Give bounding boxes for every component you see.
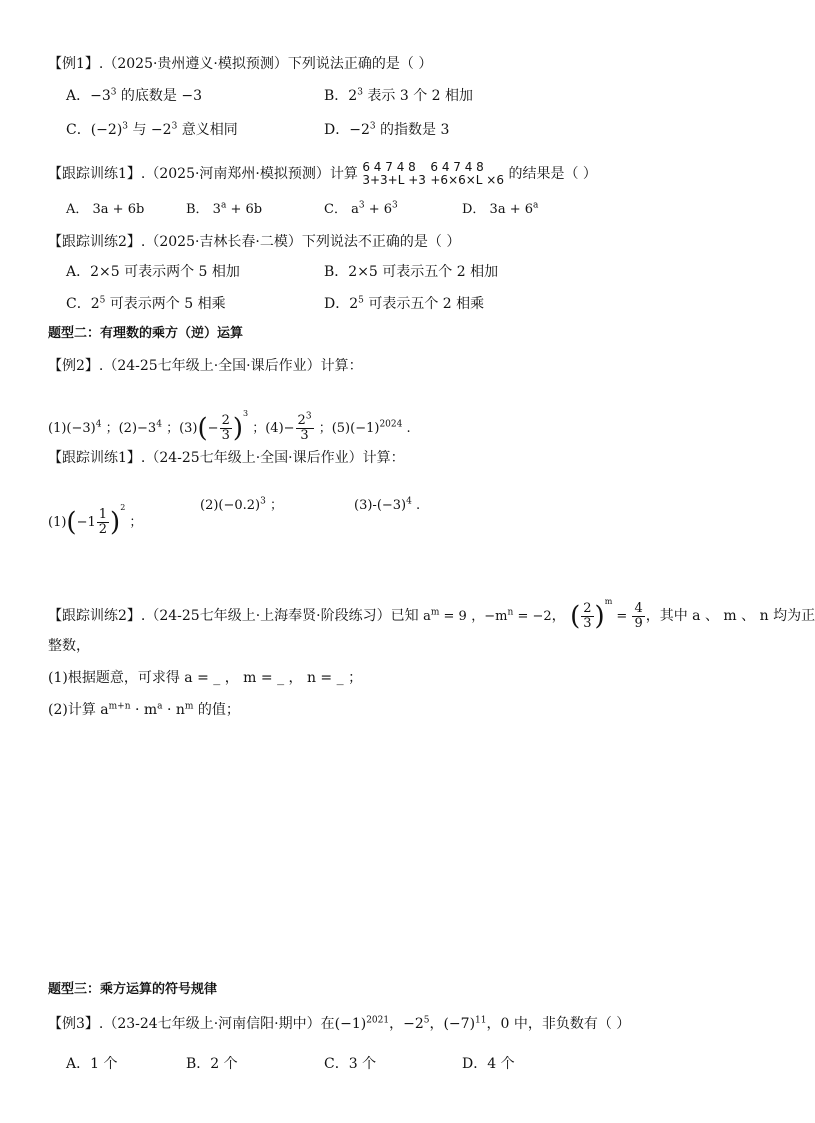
example-3-stem: 【例3】.（23-24七年级上·河南信阳·期中）在$(-1)^{2021}$，$-2^5$，$(-7)^{11}$，0 中，非负数有（ ） <box>48 1015 631 1032</box>
fraction: $\frac{1}{2}$ <box>98 507 108 537</box>
example-2-stem: 【例2】.（24-25七年级上·全国·课后作业）计算： <box>48 358 363 374</box>
example-3-option-a: A．1 个 <box>66 1056 118 1072</box>
training-1-stem: 【跟踪训练1】.（2025·河南郑州·模拟预测）计算 6 4 7 4 8 3+3+L +3 6 4 7 4 8 +6×6×L ×6 的结果是（ ） <box>48 160 597 187</box>
training-1-option-d: D． $3a + 6^a$ <box>462 200 539 217</box>
training-4-stem-continued: 整数， <box>48 638 90 654</box>
training-1-option-a: A． 3a + 6b <box>66 202 145 217</box>
stack-expression-1: 6 4 7 4 8 3+3+L +3 <box>362 160 426 187</box>
fraction: $\frac{2}{3}$ <box>221 413 230 443</box>
example-2-expressions: $(1)(-3)^4$ ；$(2)-3^4$ ；(3)(− $\frac{2}{3}$ )$^3$ ；(4)− $\frac{2^3}{3}$ ；$(5)(-1)^{2024}$ . <box>48 409 411 444</box>
example-1-option-a: A．$-3^3$ 的底数是 −3 <box>66 87 203 104</box>
training-3-stem: 【跟踪训练1】.（24-25七年级上·全国·课后作业）计算： <box>48 450 405 466</box>
training-1-option-b: B． $3^a + 6b$ <box>186 200 263 217</box>
fraction: $\frac{4}{9}$ <box>634 601 643 631</box>
training-4-question-2: (2)计算 $a^{m+n} \cdot m^a \cdot n^m$ 的值； <box>48 701 240 718</box>
example-1-option-b: B．$2^3$ 表示 3 个 2 相加 <box>324 87 474 104</box>
fraction: $\frac{2^3}{3}$ <box>297 411 312 443</box>
training-3-expr-1: (1)(−1 $\frac{1}{2}$ )$^2$ ； <box>48 503 143 538</box>
example-1-option-c: C．$(-2)^3$ 与 $-2^3$ 意义相同 <box>66 121 238 138</box>
training-4-question-1: (1)根据题意，可求得 a = _ ， m = _ ， n = _ ； <box>48 670 363 686</box>
training-3-expr-3: $(3)-(-3)^4$ . <box>354 496 421 513</box>
example-3-option-b: B．2 个 <box>186 1056 238 1072</box>
training-1-option-c: C． $a^3 + 6^3$ <box>324 200 398 217</box>
section-title-type-2: 题型二：有理数的乘方（逆）运算 <box>48 326 244 341</box>
training-4-stem: 【跟踪训练2】.（24-25七年级上·上海奉贤·阶段练习）已知 $a^m = 9$ ，$-m^n = -2$， ( $\frac{2}{3}$ )$^m$ = $\frac{4}{9}$ ，其中 a 、 m 、 n 均为正 <box>48 597 815 632</box>
training-3-expr-2: $(2)(-0.2)^3$ ； <box>200 496 284 513</box>
stack-expression-2: 6 4 7 4 8 +6×6×L ×6 <box>430 160 504 187</box>
training-2-option-b: B．2×5 可表示五个 2 相加 <box>324 264 499 280</box>
training-2-option-a: A．2×5 可表示两个 5 相加 <box>66 264 240 280</box>
training-2-stem: 【跟踪训练2】.（2025·吉林长春·二模）下列说法不正确的是（ ） <box>48 234 461 250</box>
example-1-stem: 【例1】.（2025·贵州遵义·模拟预测）下列说法正确的是（ ） <box>48 56 433 72</box>
example-3-option-c: C．3 个 <box>324 1056 377 1072</box>
training-2-option-c: C．$2^5$ 可表示两个 5 相乘 <box>66 295 226 312</box>
section-title-type-3: 题型三：乘方运算的符号规律 <box>48 982 218 997</box>
training-2-option-d: D．$2^5$ 可表示五个 2 相乘 <box>324 295 485 312</box>
example-3-option-d: D．4 个 <box>462 1056 515 1072</box>
example-1-option-d: D．$-2^3$ 的指数是 3 <box>324 121 450 138</box>
fraction: $\frac{2}{3}$ <box>583 601 592 631</box>
